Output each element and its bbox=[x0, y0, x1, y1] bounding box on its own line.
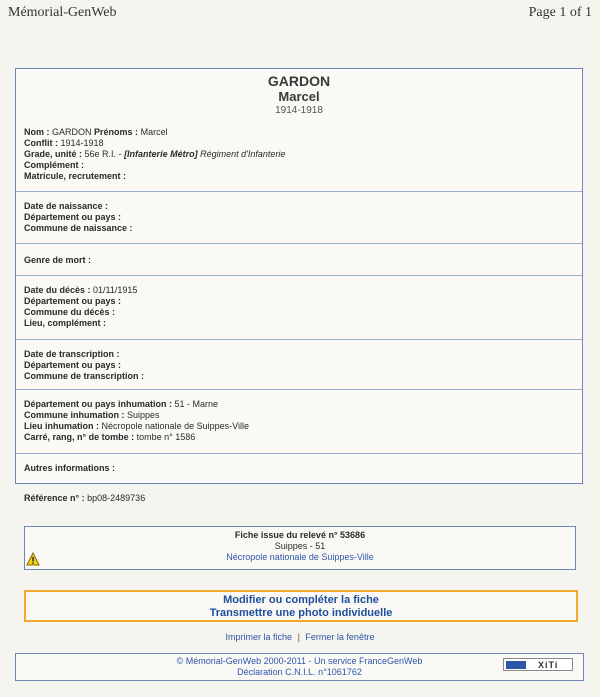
modify-record-link[interactable]: Modifier ou compléter la fiche bbox=[223, 594, 379, 606]
fiche-title: Fiche issue du relevé n° 53686 bbox=[234, 530, 366, 540]
burial-section bbox=[16, 399, 582, 443]
grade-arm: [Infanterie Métro] bbox=[124, 149, 198, 159]
conflict-years: 1914-1918 bbox=[275, 105, 323, 116]
death-date-label: Date du décès : bbox=[24, 285, 91, 295]
close-window-link[interactable]: Fermer la fenêtre bbox=[305, 632, 375, 642]
identity-section bbox=[16, 127, 582, 182]
burial-commune-label: Commune inhumation : bbox=[24, 410, 125, 420]
surname: GARDON bbox=[267, 73, 331, 89]
burial-dept-row bbox=[24, 399, 574, 410]
divider bbox=[16, 243, 582, 244]
firstname: Marcel bbox=[278, 89, 320, 104]
grade-value: 56e R.I. - bbox=[84, 149, 122, 159]
divider bbox=[16, 339, 582, 340]
death-dept-label: Département ou pays : bbox=[24, 296, 122, 306]
burial-carre-label: Carré, rang, n° de tombe : bbox=[24, 432, 135, 442]
print-page-number: Page 1 of 1 bbox=[528, 5, 592, 20]
xiti-label: XiTi bbox=[538, 660, 559, 670]
burial-lieu-value: Nécropole nationale de Suippes-Ville bbox=[101, 421, 249, 431]
grade-label: Grade, unité : bbox=[24, 149, 83, 159]
birth-date-label: Date de naissance : bbox=[24, 201, 109, 211]
reference-label: Référence n° : bbox=[24, 493, 85, 503]
burial-dept-value: 51 - Marne bbox=[174, 399, 219, 409]
nom-row bbox=[24, 127, 574, 138]
death-commune-label: Commune du décès : bbox=[24, 307, 116, 317]
grade-row bbox=[24, 149, 574, 160]
print-site-name: Mémorial-GenWeb bbox=[8, 5, 117, 20]
burial-carre-value: tombe n° 1586 bbox=[136, 432, 196, 442]
death-date-value: 01/11/1915 bbox=[93, 285, 138, 295]
stats-bars-icon bbox=[506, 661, 526, 669]
print-link[interactable]: Imprimer la fiche bbox=[225, 632, 293, 642]
divider bbox=[16, 453, 582, 454]
footer-links bbox=[0, 632, 600, 642]
link-separator: | bbox=[297, 632, 300, 642]
complement-label: Complément : bbox=[24, 160, 85, 170]
other-section bbox=[16, 463, 582, 474]
transcription-date-label: Date de transcription : bbox=[24, 349, 120, 359]
divider bbox=[16, 191, 582, 192]
action-box bbox=[24, 590, 578, 622]
burial-lieu-label: Lieu inhumation : bbox=[24, 421, 99, 431]
fiche-place: Suippes - 51 bbox=[274, 541, 326, 551]
transcription-section bbox=[16, 349, 582, 382]
xiti-badge[interactable] bbox=[503, 658, 573, 671]
reference bbox=[24, 493, 145, 503]
nom-label: Nom : bbox=[24, 127, 50, 137]
death-lieu-label: Lieu, complément : bbox=[24, 318, 107, 328]
reference-value: bp08-2489736 bbox=[87, 493, 146, 503]
cnil-declaration: Déclaration C.N.I.L. n°1061762 bbox=[237, 667, 362, 677]
divider bbox=[16, 275, 582, 276]
birth-commune-label: Commune de naissance : bbox=[24, 223, 133, 233]
burial-lieu-row bbox=[24, 421, 574, 432]
grade-regiment: Régiment d'Infanterie bbox=[200, 149, 286, 159]
site-footer bbox=[15, 653, 584, 681]
burial-carre-row bbox=[24, 432, 574, 443]
record-card bbox=[15, 68, 583, 484]
divider bbox=[16, 389, 582, 390]
print-header bbox=[0, 0, 600, 30]
death-section bbox=[16, 285, 582, 329]
death-type-section bbox=[16, 255, 582, 266]
nom-value: GARDON bbox=[52, 127, 92, 137]
record-heading bbox=[16, 69, 582, 116]
transcription-commune-label: Commune de transcription : bbox=[24, 371, 145, 381]
burial-dept-label: Département ou pays inhumation : bbox=[24, 399, 173, 409]
prenoms-label: Prénoms : bbox=[94, 127, 139, 137]
conflit-label: Conflit : bbox=[24, 138, 58, 148]
matricule-label: Matricule, recrutement : bbox=[24, 171, 127, 181]
burial-commune-row bbox=[24, 410, 574, 421]
death-type-label: Genre de mort : bbox=[24, 255, 92, 265]
fiche-source-box bbox=[24, 526, 576, 570]
warning-icon[interactable] bbox=[26, 552, 40, 566]
other-info-label: Autres informations : bbox=[24, 463, 116, 473]
birth-dept-label: Département ou pays : bbox=[24, 212, 122, 222]
death-date-row bbox=[24, 285, 574, 296]
send-photo-link[interactable]: Transmettre une photo individuelle bbox=[209, 607, 393, 619]
prenoms-value: Marcel bbox=[140, 127, 168, 137]
transcription-dept-label: Département ou pays : bbox=[24, 360, 122, 370]
conflit-row bbox=[24, 138, 574, 149]
copyright-text[interactable]: © Mémorial-GenWeb 2000-2011 - Un service FranceGenWeb bbox=[176, 656, 423, 666]
conflit-value: 1914-1918 bbox=[60, 138, 104, 148]
birth-section bbox=[16, 201, 582, 234]
fiche-necropole-link[interactable]: Nécropole nationale de Suippes-Ville bbox=[226, 552, 374, 562]
burial-commune-value: Suippes bbox=[127, 410, 160, 420]
